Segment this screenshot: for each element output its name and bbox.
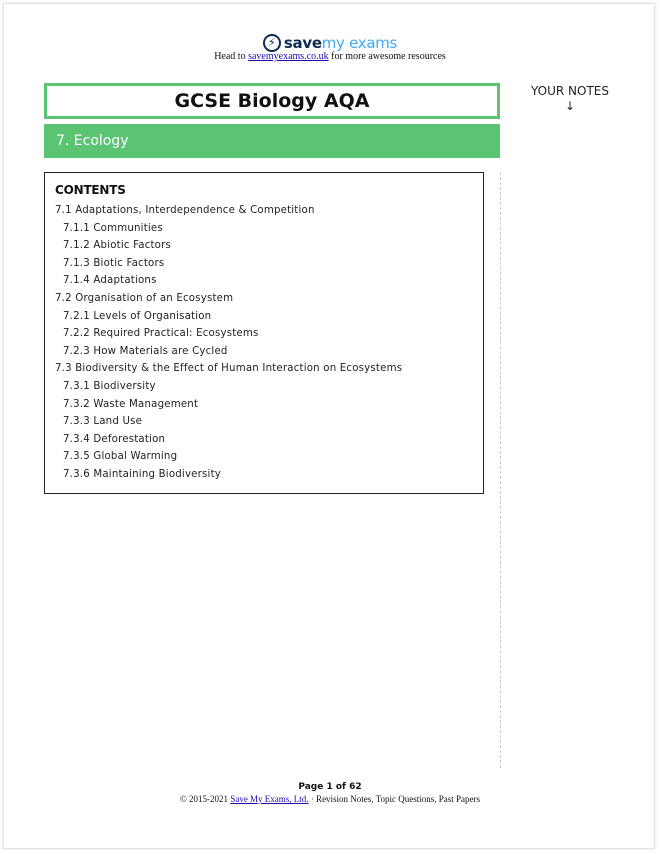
arrow-down-icon: ↓ bbox=[564, 99, 576, 113]
head-to-line bbox=[0, 51, 660, 62]
lightning-bolt-icon: ⚡ bbox=[263, 34, 281, 52]
toc-subitem[interactable]: 7.1.3 Biotic Factors bbox=[63, 257, 165, 269]
toc-subitem[interactable]: 7.3.1 Biodiversity bbox=[63, 380, 156, 392]
logo[interactable] bbox=[0, 31, 660, 53]
toc-subitem[interactable]: 7.1.4 Adaptations bbox=[63, 275, 157, 287]
toc-subitem[interactable]: 7.3.6 Maintaining Biodiversity bbox=[63, 468, 221, 480]
toc-subitem[interactable]: 7.3.4 Deforestation bbox=[63, 433, 166, 445]
section-bar bbox=[44, 124, 500, 158]
copyright-line bbox=[0, 794, 660, 804]
title-box bbox=[44, 83, 500, 119]
logo-text-save: save bbox=[283, 33, 322, 52]
section-title: 7. Ecology bbox=[56, 133, 129, 149]
head-to-prefix: Head to bbox=[214, 51, 249, 62]
head-to-suffix: for more awesome resources bbox=[328, 51, 446, 62]
toc-subitem[interactable]: 7.2.2 Required Practical: Ecosystems bbox=[63, 328, 259, 340]
toc-subitem[interactable]: 7.2.3 How Materials are Cycled bbox=[63, 345, 228, 357]
copyright-prefix: © 2015-2021 bbox=[179, 794, 231, 804]
page-title: GCSE Biology AQA bbox=[174, 90, 370, 112]
copyright-suffix: · Revision Notes, Topic Questions, Past Papers bbox=[308, 794, 481, 804]
logo-text-rest: my exams bbox=[321, 33, 398, 52]
toc-subitem[interactable]: 7.3.2 Waste Management bbox=[63, 398, 199, 410]
contents-box bbox=[44, 172, 484, 494]
notes-divider bbox=[500, 172, 501, 768]
toc-subitem[interactable]: 7.1.1 Communities bbox=[63, 222, 163, 234]
your-notes bbox=[520, 84, 620, 113]
contents-heading: CONTENTS bbox=[55, 183, 126, 197]
toc-subitem[interactable]: 7.3.3 Land Use bbox=[63, 416, 143, 428]
toc-subitem[interactable]: 7.1.2 Abiotic Factors bbox=[63, 240, 172, 252]
toc-subitem[interactable]: 7.2.1 Levels of Organisation bbox=[63, 310, 212, 322]
contents-list bbox=[55, 202, 473, 484]
company-link[interactable]: Save My Exams, Ltd. bbox=[230, 794, 309, 804]
toc-subitem[interactable]: 7.3.5 Global Warming bbox=[63, 451, 178, 463]
page-number: Page 1 of 62 bbox=[298, 782, 362, 792]
site-link[interactable]: savemyexams.co.uk bbox=[248, 51, 329, 62]
your-notes-label: YOUR NOTES bbox=[530, 84, 609, 98]
toc-item[interactable]: 7.1 Adaptations, Interdependence & Competition bbox=[55, 205, 315, 216]
toc-item[interactable]: 7.2 Organisation of an Ecosystem bbox=[55, 292, 234, 304]
toc-item[interactable]: 7.3 Biodiversity & the Effect of Human Interaction on Ecosystems bbox=[55, 363, 403, 375]
